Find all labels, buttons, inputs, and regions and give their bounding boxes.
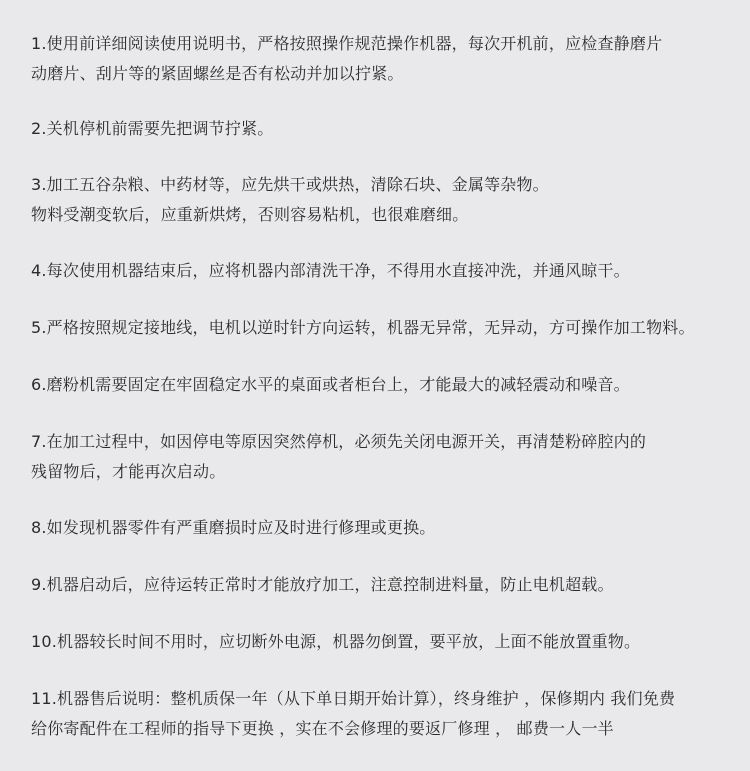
instruction-line: 2.关机停机前需要先把调节拧紧。 [31,119,274,138]
instruction-item-7 [31,427,730,487]
instruction-line: 11.机器售后说明：整机质保一年（从下单日期开始计算），终身维护 ，保修期内 我们免费 [31,689,676,708]
instruction-item-3 [31,170,730,230]
instruction-item-11 [31,684,730,744]
instruction-item-6 [31,370,730,400]
instruction-item-8 [31,513,730,543]
instruction-item-2 [31,114,730,144]
instruction-item-4 [31,256,730,286]
instruction-line: 给你寄配件在工程师的指导下更换 ，实在不会修理的要返厂修理 ， 邮费一人一半 [31,719,614,738]
instruction-line: 4.每次使用机器结束后，应将机器内部清洗干净，不得用水直接冲洗，并通风晾干。 [31,261,630,280]
instruction-line: 6.磨粉机需要固定在牢固稳定水平的桌面或者柜台上，才能最大的减轻震动和噪音。 [31,375,630,394]
instruction-line: 1.使用前详细阅读使用说明书，严格按照操作规范操作机器，每次开机前，应检查静磨片 [31,34,663,53]
instruction-line: 10.机器较长时间不用时，应切断外电源，机器勿倒置，要平放，上面不能放置重物。 [31,632,641,651]
instruction-line: 3.加工五谷杂粮、中药材等，应先烘干或烘热，清除石块、金属等杂物。 [31,175,549,194]
instruction-line: 残留物后，才能再次启动。 [31,462,226,481]
instruction-line: 物料受潮变软后，应重新烘烤，否则容易粘机，也很难磨细。 [31,205,469,224]
instruction-line: 7.在加工过程中，如因停电等原因突然停机，必须先关闭电源开关，再清楚粉碎腔内的 [31,432,647,451]
instruction-item-10 [31,627,730,657]
instruction-line: 动磨片、刮片等的紧固螺丝是否有松动并加以拧紧。 [31,64,404,83]
instruction-item-1 [31,29,730,89]
instruction-line: 9.机器启动后，应待运转正常时才能放疗加工，注意控制进料量，防止电机超载。 [31,575,614,594]
instruction-item-5 [31,313,730,343]
instruction-item-9 [31,570,730,600]
instruction-line: 5.严格按照规定接地线，电机以逆时针方向运转，机器无异常，无异动，方可操作加工物料。 [31,318,695,337]
instruction-line: 8.如发现机器零件有严重磨损时应及时进行修理或更换。 [31,518,436,537]
